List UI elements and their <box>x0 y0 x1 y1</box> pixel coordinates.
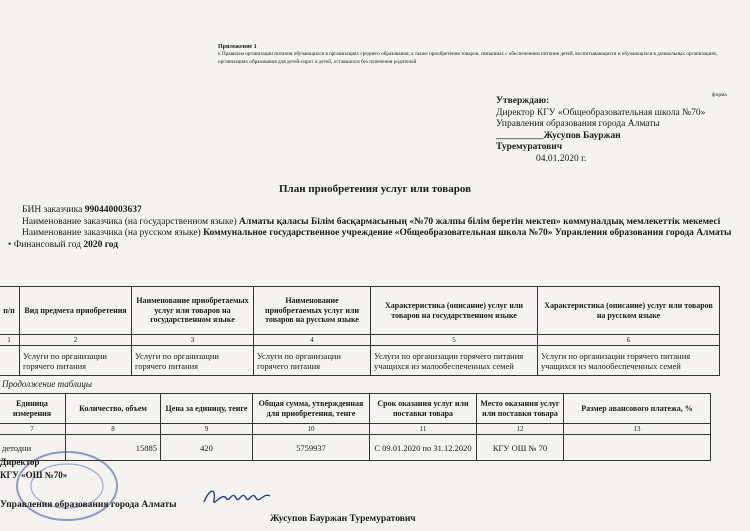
footer-name: Жусупов Бауржан Туремуратович <box>270 514 416 524</box>
name-ru-label: Наименование заказчика (на русском языке) <box>22 228 201 238</box>
header-price: Цена за единицу, тенге <box>161 394 253 424</box>
footer-department: Управления образования города Алматы <box>0 500 177 510</box>
cell-place: КГУ ОШ № 70 <box>477 435 564 461</box>
cell-desc-kz: Услуги по организации горячего питания учащихся из малообеспеченных семей <box>371 346 538 376</box>
col-number: 7 <box>0 424 66 435</box>
plan-table-1 <box>0 286 720 376</box>
cell-price: 420 <box>161 435 253 461</box>
header-type: Вид предмета приобретения <box>20 287 132 335</box>
col-number: 3 <box>132 335 254 346</box>
footer-director: Директор <box>0 457 40 467</box>
col-number: 2 <box>20 335 132 346</box>
header-name-kz: Наименование приобретаемых услуг или товаров на государственном языке <box>132 287 254 335</box>
col-number: 9 <box>161 424 253 435</box>
name-ru-value: Коммунальное государственное учреждение «Общеобразовательная школа №70» Управления образования города Алматы <box>203 228 732 238</box>
cell-name-ru: Услуги по организации горячего питания <box>254 346 371 376</box>
header-place: Место оказания услуг или поставки товара <box>477 394 564 424</box>
approve-label: Утверждаю: <box>496 96 550 106</box>
header-pn: п/п <box>0 287 20 335</box>
approve-line1: Директор КГУ «Общеобразовательная школа №70» <box>496 107 706 118</box>
cell-pn <box>0 346 20 376</box>
header-qty: Количество, объем <box>66 394 161 424</box>
bin-label: БИН заказчика <box>22 205 83 215</box>
header-unit: Единица измерения <box>0 394 66 424</box>
approve-block <box>496 96 726 165</box>
header-term: Срок оказания услуг или поставки товара <box>370 394 477 424</box>
approve-line3: __________Жусупов Бауржан <box>496 130 621 141</box>
customer-info: БИН заказчика 990440003637 Наименование заказчика (на государственном языке) Алматы қаласы Білім басқармасының «№70 жалпы білім беретін мектеп» коммуналдық мемлекеттік мекемесі Наименование заказчика (на русском языке) Коммунальное государственное учреждение «Общеобразовательная школа №70» Управления образования города Алматы • Финансовый год 2020 год <box>8 205 732 250</box>
bin-value: 990440003637 <box>84 205 142 215</box>
col-number: 12 <box>477 424 564 435</box>
col-number: 4 <box>254 335 371 346</box>
cell-term: С 09.01.2020 по 31.12.2020 <box>370 435 477 461</box>
header-desc-ru: Характеристика (описание) услуг или товаров на русском языке <box>538 287 720 335</box>
approve-line2: Управления образования города Алматы <box>496 119 660 129</box>
cell-total: 5759937 <box>253 435 370 461</box>
cell-advance <box>564 435 711 461</box>
annex-title: Приложение 1 <box>218 44 257 50</box>
year-label: Финансовый год <box>13 239 81 250</box>
footer-school: КГУ «ОШ №70» <box>0 470 68 480</box>
header-desc-kz: Характеристика (описание) услуг или товаров на государственном языке <box>371 287 538 335</box>
signature-icon <box>202 484 272 510</box>
col-number: 1 <box>0 335 20 346</box>
header-name-ru: Наименование приобретаемых услуг или товаров на русском языке <box>254 287 371 335</box>
cell-qty: 15885 <box>66 435 161 461</box>
name-kz-value: Алматы қаласы Білім басқармасының «№70 жалпы білім беретін мектеп» коммуналдық мемлекеттік мекемесі <box>239 216 721 227</box>
page-title: План приобретения услуг или товаров <box>278 183 472 195</box>
name-kz-label: Наименование заказчика (на государственном языке) <box>22 216 237 227</box>
col-number: 13 <box>564 424 711 435</box>
annex-text: к Правилам организации питания обучающихся в организациях среднего образования, а также приобретения товаров, связанных с обеспечением питания детей, воспитывающихся и обучающихся в дошкольных организациях, организациях образования для детей-сирот и детей, оставшихся без попечения родителей <box>218 51 718 65</box>
col-number: 5 <box>371 335 538 346</box>
forma-label: форма <box>712 92 727 98</box>
col-number: 8 <box>66 424 161 435</box>
header-total: Общая сумма, утвержденная для приобретения, тенге <box>253 394 370 424</box>
approve-line4: Туремуратович <box>496 142 563 152</box>
stamp-icon <box>12 444 122 524</box>
col-number: 11 <box>370 424 477 435</box>
cell-name-kz: Услуги по организации горячего питания <box>132 346 254 376</box>
approve-date: 04.01.2020 г. <box>536 153 587 164</box>
header-advance: Размер авансового платежа, % <box>564 394 711 424</box>
cell-desc-ru: Услуги по организации горячего питания учащихся из малообеспеченных семей <box>538 346 720 376</box>
continuation-label: Продолжение таблицы <box>2 379 93 389</box>
cell-type: Услуги по организации горячего питания <box>20 346 132 376</box>
col-number: 10 <box>253 424 370 435</box>
col-number: 6 <box>538 335 720 346</box>
year-value: 2020 год <box>83 239 119 250</box>
cell-unit: детодни <box>0 435 66 461</box>
